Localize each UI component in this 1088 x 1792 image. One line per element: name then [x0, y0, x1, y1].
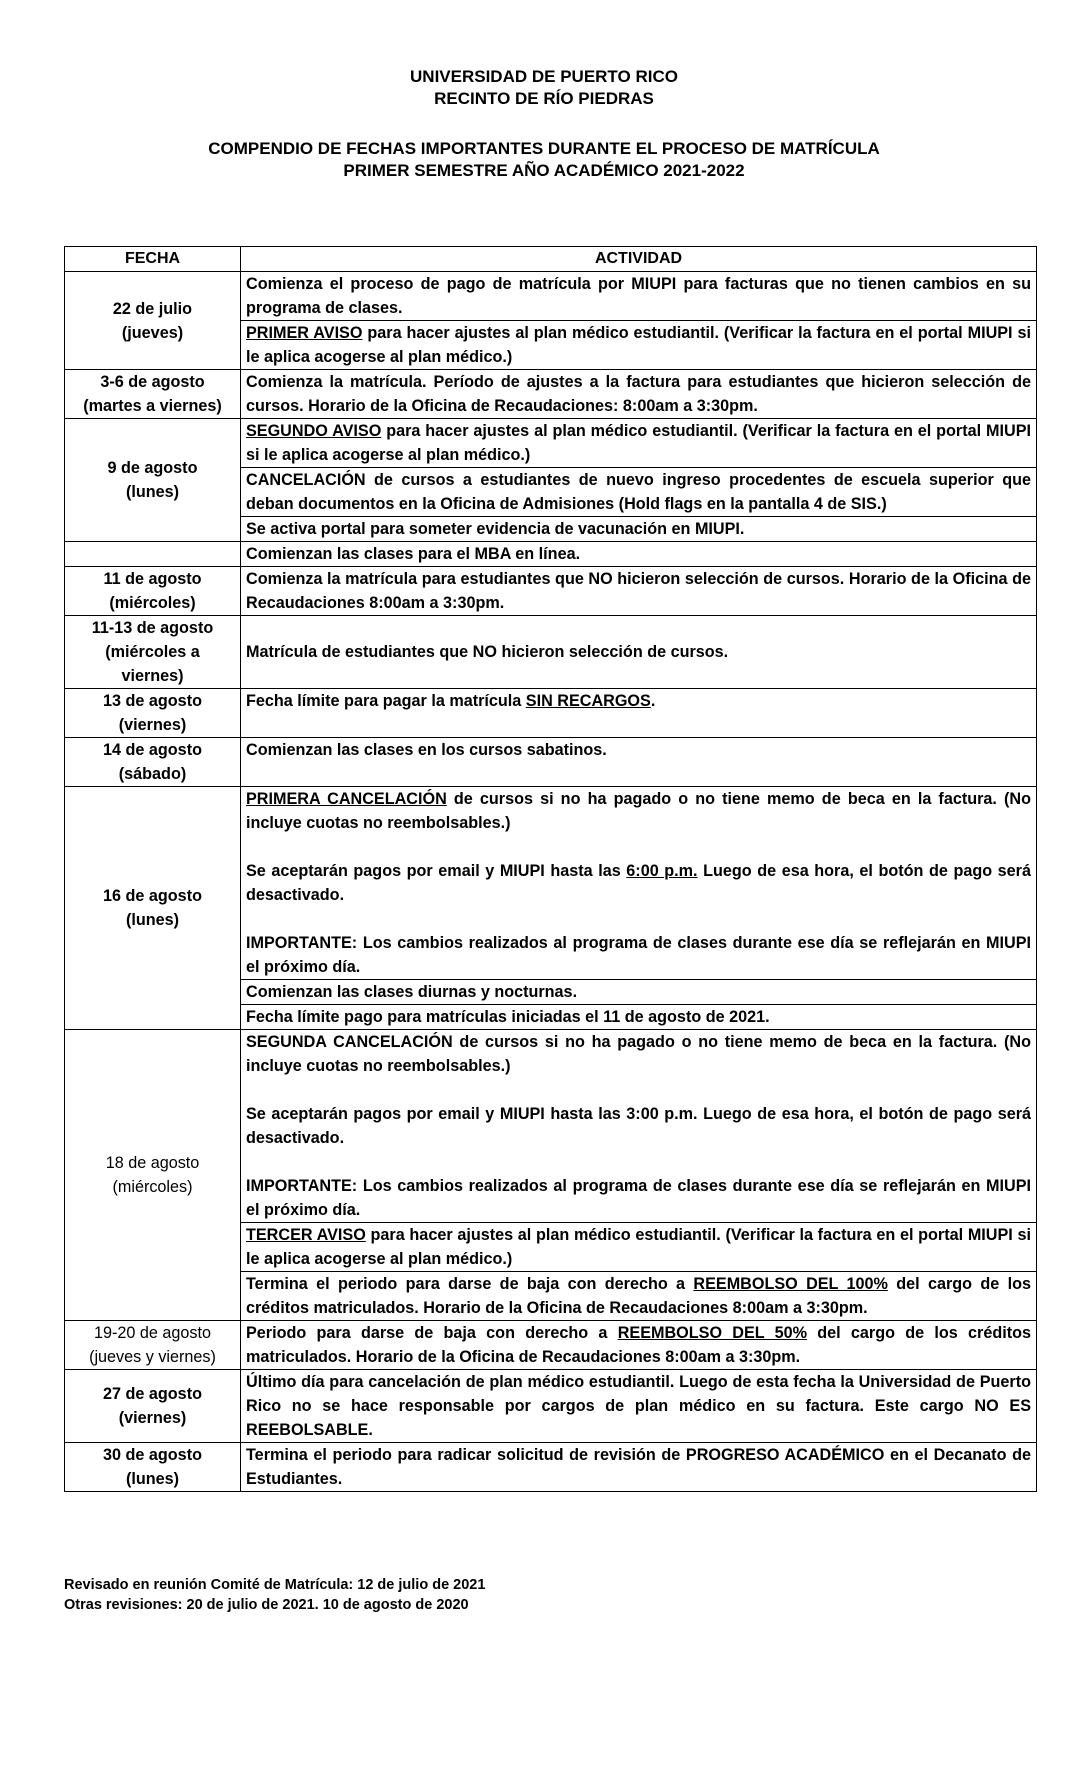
activity-cell	[241, 419, 1037, 468]
date-cell	[65, 567, 241, 616]
underlined-text: PRIMERA CANCELACIÓN	[246, 790, 447, 808]
activity-cell: Último día para cancelación de plan médico estudiantil. Luego de esta fecha la Universidad de Puerto Rico no se hace responsable por cargos de plan médico en su factura. Este cargo NO ES REEBOLSABLE.	[241, 1370, 1037, 1443]
underlined-text: SIN RECARGOS	[525, 692, 651, 710]
date-text: 30 de agosto	[103, 1446, 202, 1464]
weekday-text: (viernes)	[118, 716, 187, 734]
activity-text: SEGUNDA CANCELACIÓN de cursos si no ha pagado o no tiene memo de beca en la factura. (No incluye cuotas no reembolsables.)	[246, 1033, 1031, 1075]
underlined-text: TERCER AVISO	[246, 1226, 366, 1244]
underlined-text: PRIMER AVISO	[246, 324, 363, 342]
activity-cell: CANCELACIÓN de cursos a estudiantes de nuevo ingreso procedentes de escuela superior que deban documentos en la Oficina de Admisiones (Hold flags en la pantalla 4 de SIS.)	[241, 468, 1037, 517]
activity-cell: Termina el periodo para radicar solicitud de revisión de PROGRESO ACADÉMICO en el Decanato de Estudiantes.	[241, 1443, 1037, 1492]
activity-text: Termina el periodo para darse de baja con derecho a	[246, 1275, 694, 1293]
date-cell	[65, 370, 241, 419]
activity-cell: Comienza la matrícula. Período de ajustes a la factura para estudiantes que hicieron selección de cursos. Horario de la Oficina de Recaudaciones: 8:00am a 3:30pm.	[241, 370, 1037, 419]
activity-text: de cursos si no ha pagado o no tiene memo de beca en la factura. (No incluye cuotas no reembolsables.)	[246, 790, 1031, 832]
date-text: 18 de agosto	[105, 1154, 200, 1172]
activity-text: IMPORTANTE: Los cambios realizados al programa de clases durante ese día se reflejarán en MIUPI el próximo día.	[246, 1177, 1031, 1219]
campus-name: RECINTO DE RÍO PIEDRAS	[434, 89, 654, 108]
weekday-text: (miércoles)	[109, 594, 196, 612]
activity-cell: Matrícula de estudiantes que NO hicieron selección de cursos.	[241, 616, 1037, 689]
activity-cell: Comienzan las clases para el MBA en línea.	[241, 542, 1037, 567]
date-cell	[65, 738, 241, 787]
activity-text: .	[650, 692, 656, 710]
table-header-row	[65, 247, 1037, 272]
activity-text: Fecha límite para pagar la matrícula	[246, 692, 526, 710]
weekday-text: (viernes)	[118, 1409, 187, 1427]
date-cell	[65, 1030, 241, 1321]
weekday-text: (miércoles)	[112, 1178, 193, 1196]
column-header-actividad: ACTIVIDAD	[241, 247, 1037, 272]
dates-table	[64, 246, 1037, 1492]
activity-cell	[241, 1321, 1037, 1370]
table-row	[65, 272, 1037, 321]
document-subtitle: PRIMER SEMESTRE AÑO ACADÉMICO 2021-2022	[343, 161, 745, 180]
activity-text: para hacer ajustes al plan médico estudiantil. (Verificar la factura en el portal MIUPI si le aplica acogerse al plan médico.)	[246, 324, 1031, 366]
weekday-text: (jueves)	[121, 323, 184, 342]
activity-text: Periodo para darse de baja con derecho a	[246, 1324, 618, 1342]
activity-cell	[241, 1030, 1037, 1223]
date-cell	[65, 616, 241, 689]
date-text: 11 de agosto	[103, 570, 202, 588]
date-text: 9 de agosto	[107, 459, 198, 477]
date-text: 11-13 de agosto	[91, 619, 214, 637]
activity-cell: Comienzan las clases en los cursos sabatinos.	[241, 738, 1037, 787]
activity-text: Se aceptarán pagos por email y MIUPI hasta las 3:00 p.m. Luego de esa hora, el botón de pago será desactivado.	[246, 1105, 1031, 1147]
weekday-text: (lunes)	[125, 911, 180, 929]
activity-cell	[241, 1272, 1037, 1321]
date-text: 16 de agosto	[103, 887, 202, 905]
activity-cell: Comienza la matrícula para estudiantes que NO hicieron selección de cursos. Horario de la Oficina de Recaudaciones 8:00am a 3:30pm.	[241, 567, 1037, 616]
weekday-text: viernes)	[121, 667, 184, 685]
weekday-text: (jueves y viernes)	[89, 1348, 216, 1366]
column-header-fecha: FECHA	[65, 247, 241, 272]
date-text: 22 de julio	[112, 299, 193, 318]
activity-text: para hacer ajustes al plan médico estudiantil. (Verificar la factura en el portal MIUPI si le aplica acogerse al plan médico.)	[246, 422, 1031, 464]
activity-cell: Comienzan las clases diurnas y nocturnas.	[241, 980, 1037, 1005]
revision-footer	[64, 1575, 485, 1615]
date-cell	[65, 419, 241, 542]
underlined-text: REEMBOLSO DEL 50%	[617, 1324, 808, 1342]
activity-cell	[241, 1223, 1037, 1272]
table-row	[65, 616, 1037, 689]
table-row	[65, 738, 1037, 787]
document-title: COMPENDIO DE FECHAS IMPORTANTES DURANTE EL PROCESO DE MATRÍCULA	[208, 139, 880, 158]
activity-cell: Fecha límite pago para matrículas iniciadas el 11 de agosto de 2021.	[241, 1005, 1037, 1030]
table-row	[65, 787, 1037, 980]
weekday-text: (lunes)	[125, 1470, 180, 1488]
university-name: UNIVERSIDAD DE PUERTO RICO	[410, 67, 678, 86]
activity-text: para hacer ajustes al plan médico estudiantil. (Verificar la factura en el portal MIUPI si le aplica acogerse al plan médico.)	[246, 1226, 1031, 1268]
table-row	[65, 542, 1037, 567]
date-cell	[65, 1443, 241, 1492]
table-row	[65, 567, 1037, 616]
date-cell	[65, 787, 241, 1030]
underlined-text: 6:00 p.m.	[626, 862, 698, 880]
date-text: 13 de agosto	[103, 692, 202, 710]
activity-text: Luego de esa hora, el botón de pago será desactivado.	[246, 862, 1031, 904]
underlined-text: REEMBOLSO DEL 100%	[693, 1275, 888, 1293]
revision-note: Revisado en reunión Comité de Matrícula: 12 de julio de 2021	[64, 1577, 486, 1593]
weekday-text: (sábado)	[118, 765, 187, 783]
document-header	[0, 66, 1088, 182]
activity-text: del cargo de los créditos matriculados. Horario de la Oficina de Recaudaciones 8:00am a 3:30pm.	[246, 1324, 1031, 1366]
activity-text: Se aceptarán pagos por email y MIUPI hasta las	[246, 862, 627, 880]
weekday-text: (miércoles a	[105, 643, 200, 661]
weekday-text: (lunes)	[125, 483, 180, 501]
activity-cell	[241, 689, 1037, 738]
date-text: 27 de agosto	[103, 1385, 202, 1403]
date-cell	[65, 272, 241, 370]
activity-text: del cargo de los créditos matriculados. Horario de la Oficina de Recaudaciones 8:00am a 3:30pm.	[246, 1275, 1031, 1317]
weekday-text: (martes a viernes)	[83, 397, 222, 415]
date-cell	[65, 1321, 241, 1370]
table-row	[65, 1443, 1037, 1492]
table-row	[65, 1030, 1037, 1223]
table-row	[65, 689, 1037, 738]
activity-text: IMPORTANTE: Los cambios realizados al programa de clases durante ese día se reflejarán en MIUPI el próximo día.	[246, 934, 1031, 976]
date-cell	[65, 1370, 241, 1443]
activity-cell	[241, 787, 1037, 980]
table-row	[65, 370, 1037, 419]
date-cell	[65, 542, 241, 567]
date-text: 14 de agosto	[103, 741, 202, 759]
date-cell	[65, 689, 241, 738]
activity-cell: Se activa portal para someter evidencia de vacunación en MIUPI.	[241, 517, 1037, 542]
table-row	[65, 419, 1037, 468]
date-text: 3-6 de agosto	[100, 373, 205, 391]
other-revisions-note: Otras revisiones: 20 de julio de 2021. 10 de agosto de 2020	[64, 1597, 469, 1613]
underlined-text: SEGUNDO AVISO	[246, 422, 382, 440]
table-row	[65, 1321, 1037, 1370]
activity-cell: Comienza el proceso de pago de matrícula por MIUPI para facturas que no tienen cambios en su programa de clases.	[241, 272, 1037, 321]
activity-cell	[241, 321, 1037, 370]
table-row	[65, 1370, 1037, 1443]
date-text: 19-20 de agosto	[93, 1324, 211, 1342]
